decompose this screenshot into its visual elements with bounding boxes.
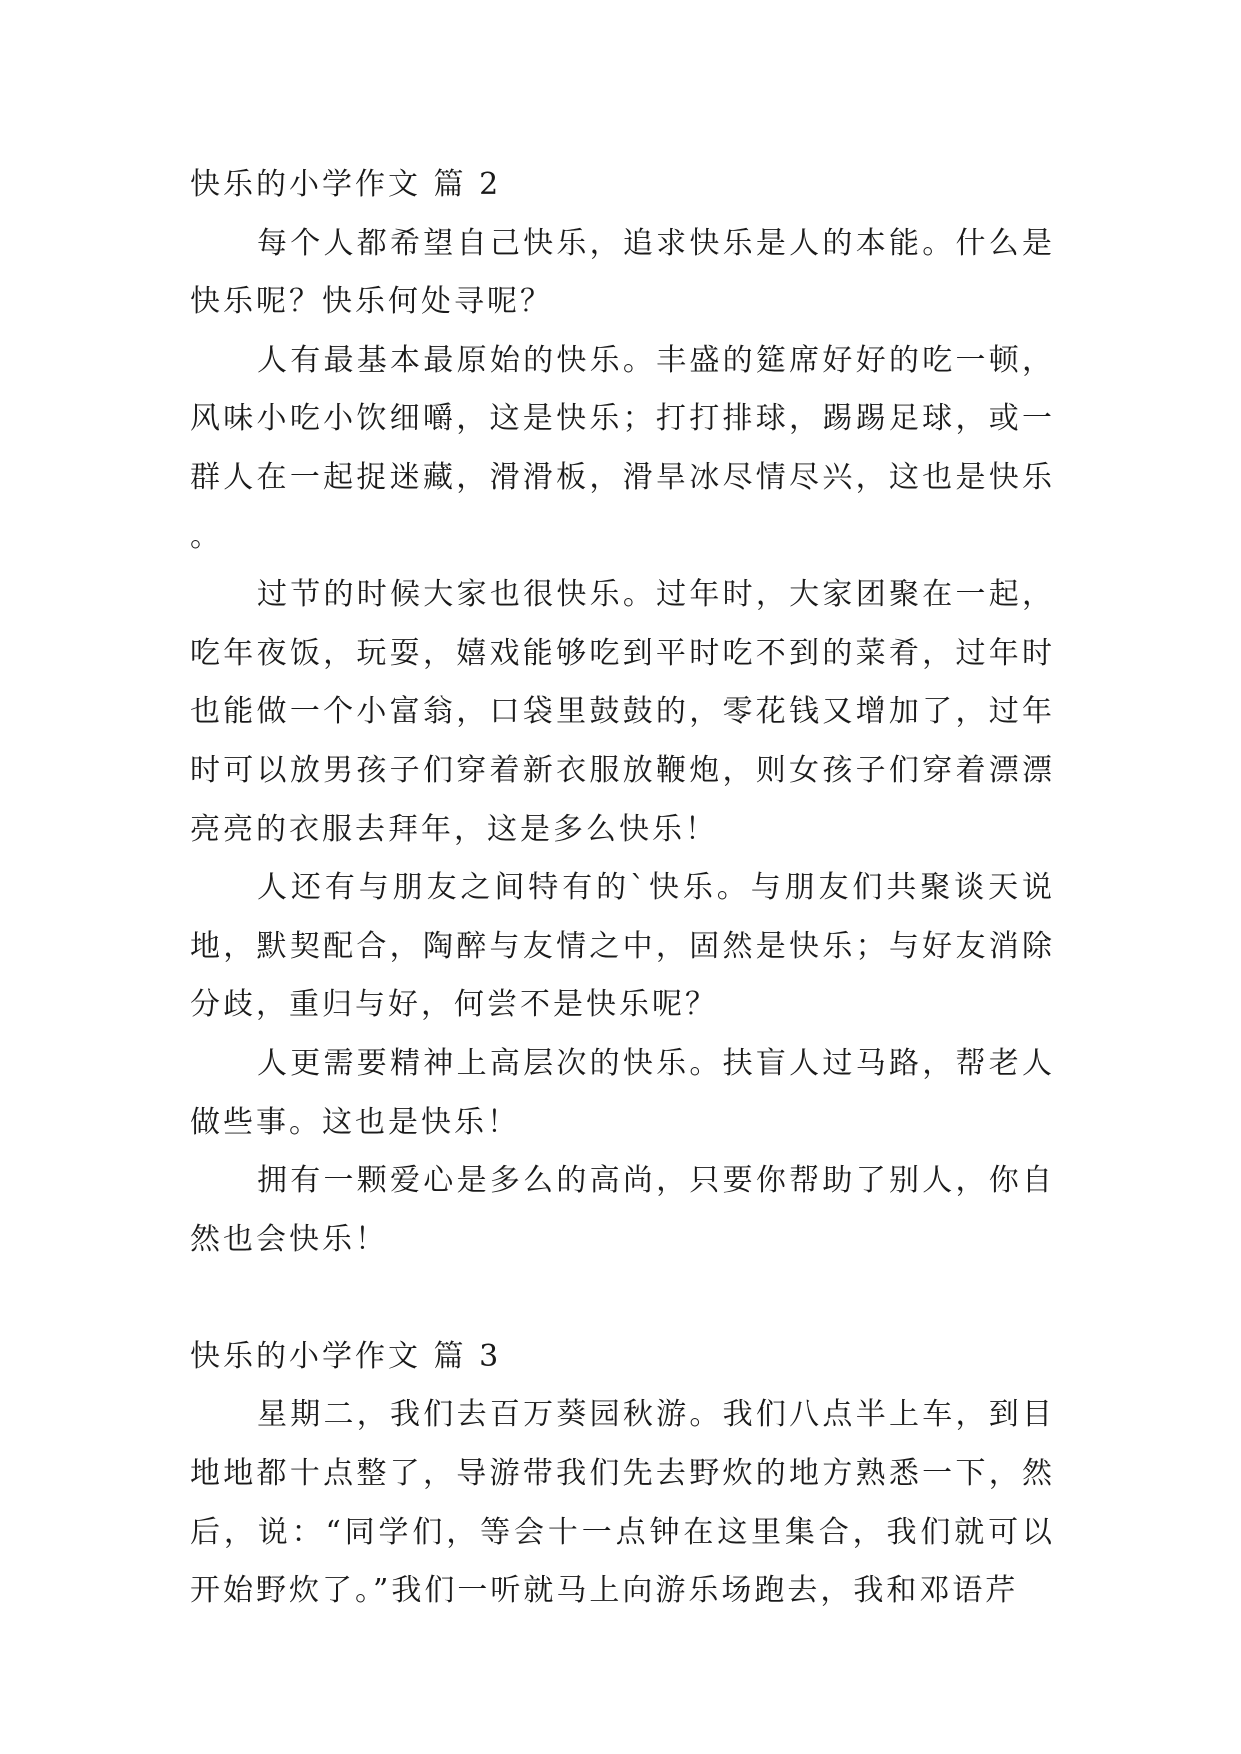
section-title-3: 快乐的小学作文 篇 3 bbox=[190, 1338, 502, 1374]
paragraph: 人有最基本最原始的快乐。丰盛的筵席好好的吃一顿，风味小吃小饮细嚼，这是快乐；打打排球，踢踢足球，或一群人在一起捉迷藏，滑滑板，滑旱冰尽情尽兴，这也是快乐。 bbox=[190, 342, 1055, 554]
paragraph: 人更需要精神上高层次的快乐。扶盲人过马路，帮老人做些事。这也是快乐！ bbox=[190, 1045, 1055, 1140]
paragraph: 人还有与朋友之间特有的`快乐。与朋友们共聚谈天说地，默契配合，陶醉与友情之中，固然是快乐；与好友消除分歧，重归与好，何尝不是快乐呢？ bbox=[190, 870, 1055, 1023]
section-title-2: 快乐的小学作文 篇 2 bbox=[190, 167, 502, 202]
paragraph: 星期二，我们去百万葵园秋游。我们八点半上车，到目地地都十点整了，导游带我们先去野炊的地方熟悉一下，然后，说：“同学们，等会十一点钟在这里集合，我们就可以开始野炊了。”我们一听就马上向游乐场跑去，我和邓语芹 bbox=[190, 1397, 1055, 1609]
section-spacer bbox=[190, 1269, 1055, 1328]
paragraph: 每个人都希望自己快乐，追求快乐是人的本能。什么是快乐呢？快乐何处寻呢？ bbox=[190, 225, 1055, 320]
paragraph: 过节的时候大家也很快乐。过年时，大家团聚在一起，吃年夜饭，玩耍，嬉戏能够吃到平时吃不到的菜肴，过年时也能做一个小富翁，口袋里鼓鼓的，零花钱又增加了，过年时可以放男孩子们穿着新衣服放鞭炮，则女孩子们穿着漂漂亮亮的衣服去拜年，这是多么快乐！ bbox=[190, 577, 1055, 847]
paragraph: 拥有一颗爱心是多么的高尚，只要你帮助了别人，你自然也会快乐！ bbox=[190, 1163, 1055, 1257]
document-body bbox=[190, 156, 1055, 1621]
